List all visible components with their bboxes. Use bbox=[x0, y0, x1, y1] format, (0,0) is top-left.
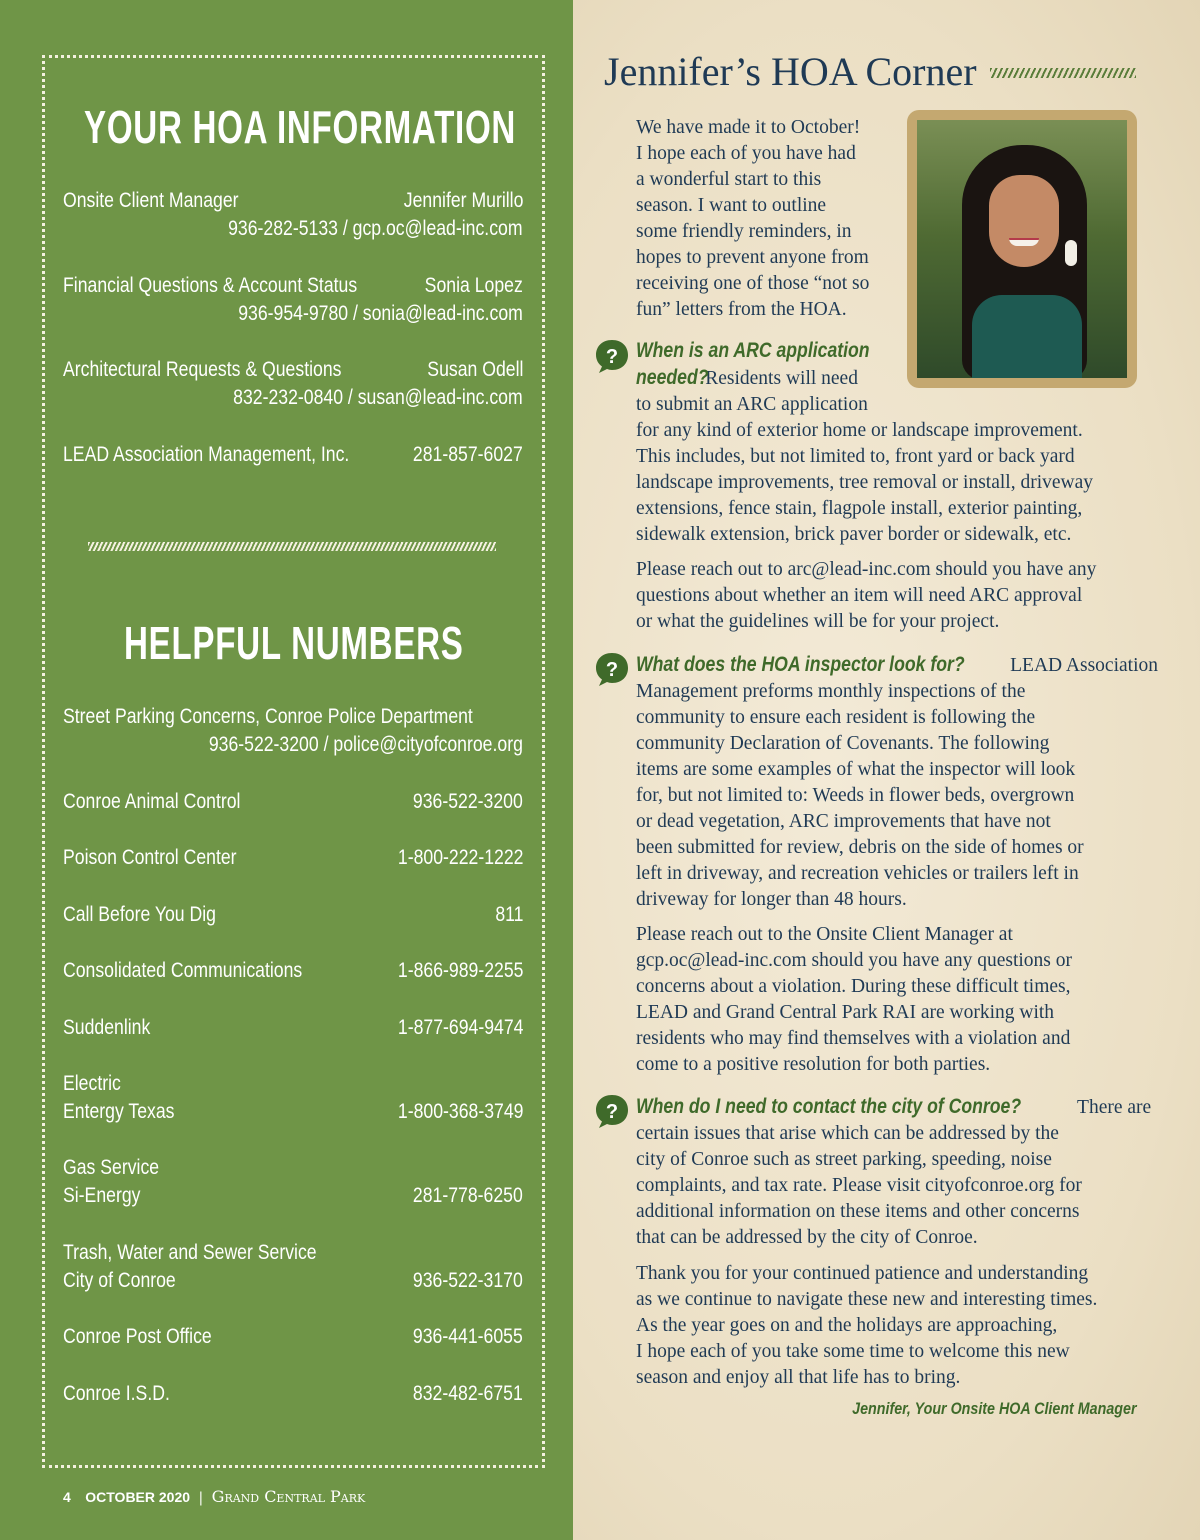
contact-details[interactable]: 936-954-9780 / sonia@lead-inc.com bbox=[238, 302, 523, 325]
number-value[interactable]: 936-441-6055 bbox=[413, 1325, 523, 1348]
contact-label: LEAD Association Management, Inc. bbox=[63, 443, 350, 466]
svg-text:?: ? bbox=[605, 1101, 619, 1123]
contact-phone[interactable]: 281-857-6027 bbox=[413, 443, 523, 466]
title-rule bbox=[990, 68, 1136, 78]
number-label: Conroe Post Office bbox=[63, 1325, 212, 1348]
number-label: Conroe Animal Control bbox=[63, 790, 241, 813]
question-bubble-icon bbox=[594, 338, 630, 374]
number-label: Conroe I.S.D. bbox=[63, 1382, 170, 1405]
number-sublabel: Entergy Texas bbox=[63, 1100, 175, 1123]
number-value[interactable]: 936-522-3200 / police@cityofconroe.org bbox=[208, 733, 523, 756]
svg-text:?: ? bbox=[605, 346, 619, 368]
number-label: Electric bbox=[63, 1072, 121, 1095]
question-heading: When do I need to contact the city of Conroe? bbox=[636, 1095, 1022, 1118]
question-heading: What does the HOA inspector look for? bbox=[636, 653, 965, 676]
issue-date: OCTOBER 2020 bbox=[85, 1489, 191, 1505]
page-number: 4 bbox=[63, 1489, 71, 1505]
number-value[interactable]: 811 bbox=[494, 903, 523, 926]
number-value[interactable]: 1-877-694-9474 bbox=[397, 1016, 523, 1039]
number-label: Poison Control Center bbox=[63, 846, 237, 869]
svg-text:?: ? bbox=[605, 659, 619, 681]
contact-details[interactable]: 936-282-5133 / gcp.oc@lead-inc.com bbox=[228, 217, 523, 240]
arc-application-paragraph: When is an ARC application needed? Residents will need to submit an ARC application for any kind of exterior home or landscape improvement. This includes, but not limited to, front yard or back yard landscape improvements, tree removal or install, driveway extensions, fence stain, flagpole install, exterior painting, sidewalk extension, brick paver border or sidewalk, etc. bbox=[636, 339, 1094, 545]
section-divider bbox=[88, 542, 496, 551]
publication-name: Grand Central Park bbox=[211, 1487, 366, 1506]
contact-name: Sonia Lopez bbox=[424, 274, 523, 297]
question-bubble-icon bbox=[594, 651, 630, 687]
city-contact-paragraph: When do I need to contact the city of Conroe? There are certain issues that arise which can be addressed by the city of Conroe such as street parking, speeding, noise complaints, and tax rate. Please visit cityofconroe.org for additional information on these items and other concerns that can be addressed by the city of Conroe. bbox=[636, 1095, 1152, 1248]
arc-contact-paragraph: Please reach out to arc@lead-inc.com should you have any questions about whether an item will need ARC approval or what the guidelines will be for your project. bbox=[636, 559, 1097, 632]
contact-name: Jennifer Murillo bbox=[403, 189, 523, 212]
question-bubble-icon bbox=[594, 1093, 630, 1129]
number-label: Gas Service bbox=[63, 1156, 160, 1179]
number-label: Consolidated Communications bbox=[63, 959, 303, 982]
number-sublabel: City of Conroe bbox=[63, 1269, 176, 1292]
number-label: Street Parking Concerns, Conroe Police Department bbox=[63, 705, 473, 728]
number-label: Trash, Water and Sewer Service bbox=[63, 1241, 317, 1264]
number-value[interactable]: 1-800-222-1222 bbox=[397, 846, 523, 869]
number-value[interactable]: 936-522-3200 bbox=[413, 790, 523, 813]
question-heading-cont: needed? bbox=[636, 366, 709, 389]
number-value[interactable]: 1-800-368-3749 bbox=[397, 1100, 523, 1123]
contact-details[interactable]: 832-232-0840 / susan@lead-inc.com bbox=[233, 386, 523, 409]
number-value[interactable]: 1-866-989-2255 bbox=[397, 959, 523, 982]
helpful-numbers-heading: HELPFUL NUMBERS bbox=[123, 617, 464, 669]
hoa-info-panel bbox=[0, 0, 573, 1540]
inspector-paragraph: What does the HOA inspector look for? LEAD Association Management preforms monthly inspections of the community to ensure each resident is following the community Declaration of Covenants. The following items are some examples of what the inspector will look for, but not limited to: Weeds in flower beds, overgrown or dead vegetation, ARC improvements that have not been submitted for review, debris on the side of homes or left in driveway, and recreation vehicles or trailers left in driveway for longer than 48 hours. bbox=[636, 653, 1158, 910]
number-label: Call Before You Dig bbox=[63, 903, 216, 926]
number-label: Suddenlink bbox=[63, 1016, 151, 1039]
hoa-info-heading: YOUR HOA INFORMATION bbox=[84, 101, 517, 153]
contact-label: Financial Questions & Account Status bbox=[63, 274, 358, 297]
contact-label: Architectural Requests & Questions bbox=[63, 358, 342, 381]
intro-paragraph: We have made it to October! I hope each of you have had a wonderful start to this season. I want to outline some friendly reminders, in hopes to prevent anyone from receiving one of those “not so fun” letters from the HOA. bbox=[636, 117, 870, 320]
number-value[interactable]: 281-778-6250 bbox=[413, 1184, 523, 1207]
number-value[interactable]: 832-482-6751 bbox=[413, 1382, 523, 1405]
author-signature: Jennifer, Your Onsite HOA Client Manager bbox=[851, 1399, 1136, 1418]
number-sublabel: Si-Energy bbox=[63, 1184, 141, 1207]
article-title: Jennifer’s HOA Corner bbox=[604, 49, 977, 94]
contact-name: Susan Odell bbox=[426, 358, 523, 381]
closing-paragraph: Thank you for your continued patience and understanding as we continue to navigate these new and interesting times. As the year goes on and the holidays are approaching, I hope each of you take some time to welcome this new season and enjoy all that life has to bring. bbox=[636, 1263, 1098, 1388]
number-value[interactable]: 936-522-3170 bbox=[413, 1269, 523, 1292]
footer-separator: | bbox=[198, 1490, 204, 1506]
manager-contact-paragraph: Please reach out to the Onsite Client Manager at gcp.oc@lead-inc.com should you have any questions or concerns about a violation. During these difficult times, LEAD and Grand Central Park RAI are working with residents who may find themselves with a violation and come to a positive resolution for both parties. bbox=[636, 924, 1073, 1075]
contact-label: Onsite Client Manager bbox=[63, 189, 239, 212]
page-footer bbox=[63, 1487, 365, 1506]
question-heading: When is an ARC application bbox=[636, 339, 870, 362]
